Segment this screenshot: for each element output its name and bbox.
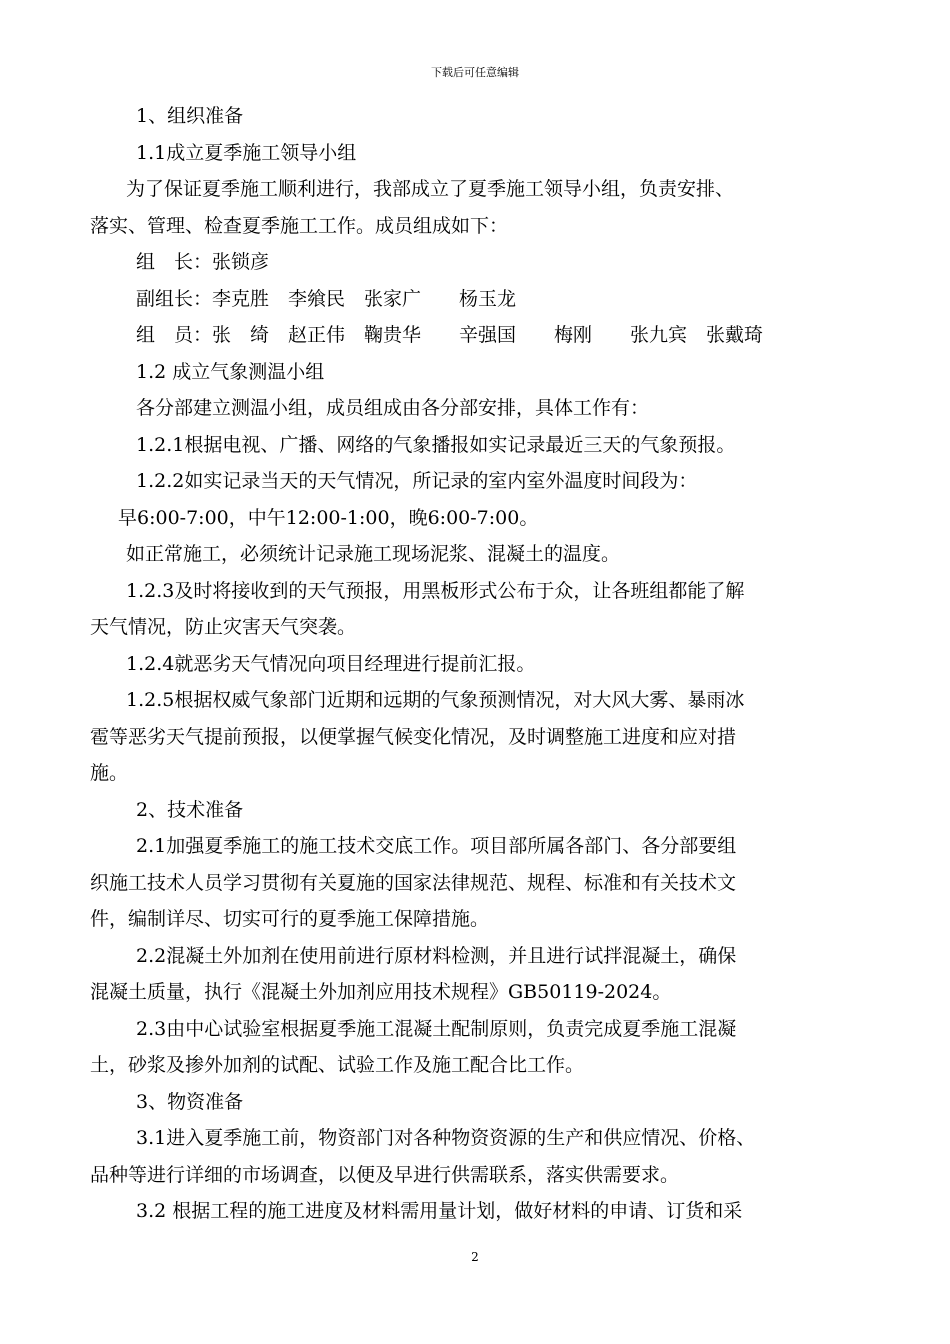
text-line: 3.1进入夏季施工前，物资部门对各种物资资源的生产和供应情况、价格、 [136, 1127, 756, 1149]
text-line: 早6:00-7:00，中午12:00-1:00，晚6:00-7:00。 [118, 506, 539, 529]
text-line: 各分部建立测温小组，成员组成由各分部安排，具体工作有： [136, 397, 650, 419]
text-line: 织施工技术人员学习贯彻有关夏施的国家法律规范、规程、标准和有关技术文 [90, 871, 737, 894]
text-line: 2.1加强夏季施工的施工技术交底工作。项目部所属各部门、各分部要组 [136, 835, 737, 857]
text-line: 件，编制详尽、切实可行的夏季施工保障措施。 [90, 908, 490, 930]
text-line: 施。 [90, 762, 129, 784]
text-line: 1.2.5根据权威气象部门近期和远期的气象预测情况，对大风大雾、暴雨冰 [126, 689, 745, 711]
text-line: 1.2.1根据电视、广播、网络的气象播报如实记录最近三天的气象预报。 [136, 433, 736, 456]
text-line: 1.2 成立气象测温小组 [136, 360, 325, 383]
document-body [90, 98, 872, 1230]
text-line: 1.1成立夏季施工领导小组 [136, 141, 357, 164]
text-line: 落实、管理、检查夏季施工工作。成员组成如下： [90, 214, 509, 237]
text-line: 组 员：张 绮 赵正伟 鞠贵华 辛强国 梅刚 张九宾 张戴琦 [136, 324, 764, 346]
text-line: 雹等恶劣天气提前预报，以便掌握气候变化情况，及时调整施工进度和应对措 [90, 725, 737, 748]
text-line: 2、技术准备 [136, 798, 244, 821]
text-line: 副组长：李克胜 李飨民 张家广 杨玉龙 [136, 287, 517, 310]
text-line: 1.2.4就恶劣天气情况向项目经理进行提前汇报。 [126, 652, 536, 675]
text-line: 1、组织准备 [136, 105, 244, 127]
text-line: 3、物资准备 [136, 1090, 244, 1113]
text-line: 天气情况，防止灾害天气突袭。 [90, 616, 357, 638]
page-number: 2 [471, 1250, 479, 1264]
text-line: 土，砂浆及掺外加剂的试配、试验工作及施工配合比工作。 [90, 1054, 585, 1076]
text-line: 混凝土质量，执行《混凝土外加剂应用技术规程》GB50119-2024。 [90, 981, 672, 1003]
text-line: 1.2.3及时将接收到的天气预报，用黑板形式公布于众，让各班组都能了解 [126, 579, 745, 602]
text-line: 组 长：张锁彦 [136, 251, 270, 273]
text-line: 3.2 根据工程的施工进度及材料需用量计划，做好材料的申请、订货和采 [136, 1200, 743, 1222]
text-line: 如正常施工，必须统计记录施工现场泥浆、混凝土的温度。 [126, 543, 621, 565]
text-line: 2.2混凝土外加剂在使用前进行原材料检测，并且进行试拌混凝土，确保 [136, 944, 737, 967]
text-line: 2.3由中心试验室根据夏季施工混凝土配制原则，负责完成夏季施工混凝 [136, 1017, 737, 1040]
page-header: 下载后可任意编辑 [431, 66, 519, 79]
text-line: 为了保证夏季施工顺利进行，我部成立了夏季施工领导小组，负责安排、 [126, 178, 735, 200]
text-line: 品种等进行详细的市场调查，以便及早进行供需联系，落实供需要求。 [90, 1163, 680, 1186]
text-line: 1.2.2如实记录当天的天气情况，所记录的室内室外温度时间段为： [136, 470, 698, 492]
